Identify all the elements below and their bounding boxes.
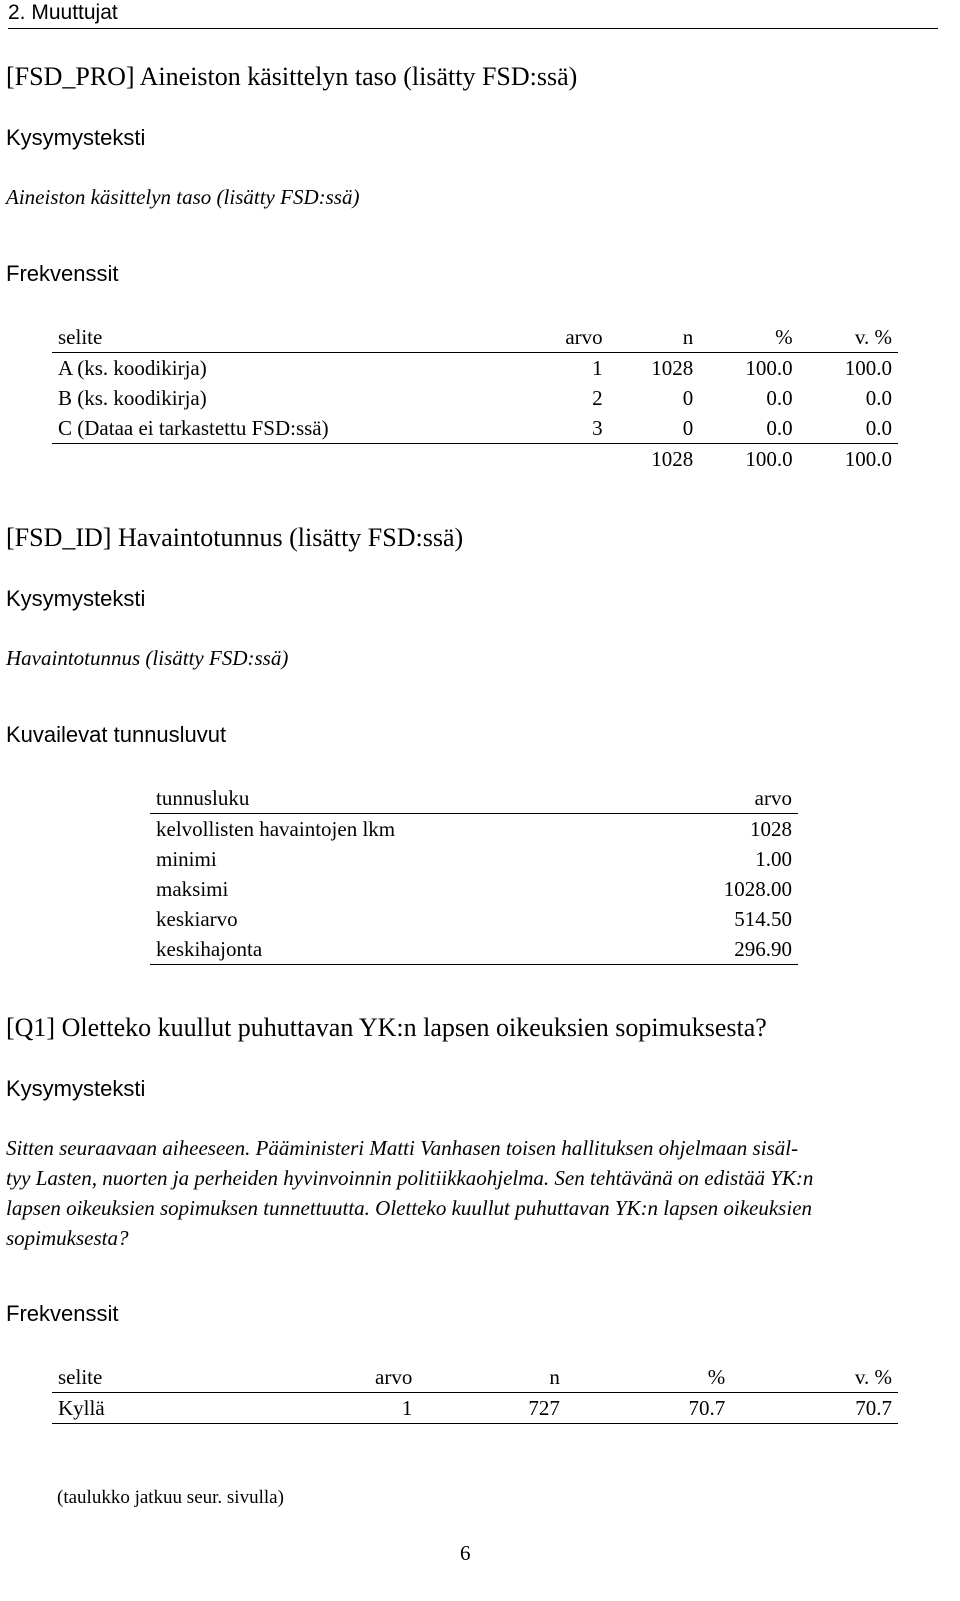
column-header: arvo <box>526 322 609 353</box>
table-row <box>150 844 798 874</box>
column-header: v. % <box>799 322 898 353</box>
question-text: Havaintotunnus (lisätty FSD:ssä) <box>6 646 289 670</box>
table-cell: B (ks. koodikirja) <box>58 386 207 410</box>
table-cell: 70.7 <box>731 1393 898 1424</box>
variable-title: [FSD_ID] Havaintotunnus (lisätty FSD:ssä) <box>6 523 464 552</box>
column-header: n <box>418 1362 566 1393</box>
table-row <box>52 353 898 384</box>
table-cell: 1028.00 <box>723 877 792 901</box>
table-row <box>52 1393 898 1424</box>
variable-title: [Q1] Oletteko kuullut puhuttavan YK:n lapsen oikeuksien sopimuksesta? <box>6 1013 767 1042</box>
table-cell <box>526 444 609 475</box>
column-header: tunnusluku <box>150 783 641 814</box>
running-head: 2. Muuttujat <box>8 0 938 29</box>
table-row <box>150 814 798 845</box>
table-cell: keskihajonta <box>150 934 641 965</box>
table-cell: kelvollisten havaintojen lkm <box>156 817 396 841</box>
table-cell: 3 <box>526 413 609 444</box>
table-cell: 0.0 <box>699 413 798 444</box>
question-text-line: tyy Lasten, nuorten ja perheiden hyvinvoinnin politiikkaohjelma. Sen tehtävänä on edistää YK:n <box>6 1166 814 1190</box>
descriptive-stats-table <box>150 783 798 965</box>
table-cell: Kyllä <box>52 1393 251 1424</box>
table-cell: 70.7 <box>566 1393 731 1424</box>
table-cell: 0.0 <box>766 386 793 410</box>
table-cell <box>52 444 526 475</box>
column-header: v. % <box>731 1362 898 1393</box>
variable-title: [FSD_PRO] Aineiston käsittelyn taso (lisätty FSD:ssä) <box>6 62 578 91</box>
frequency-table <box>52 322 898 474</box>
table-cell: 514.50 <box>734 907 792 931</box>
table-row <box>52 383 898 413</box>
table-cell: 100.0 <box>745 447 793 471</box>
question-text-line: sopimuksesta? <box>6 1226 129 1250</box>
question-text <box>6 1133 936 1253</box>
question-text-line: Sitten seuraavaan aiheeseen. Pääministeri Matti Vanhasen toisen hallituksen ohjelmaan sisäl- <box>6 1136 799 1160</box>
table-cell: minimi <box>156 847 217 871</box>
table-label: Kuvailevat tunnusluvut <box>6 722 227 747</box>
table-continues-note: (taulukko jatkuu seur. sivulla) <box>57 1487 284 1508</box>
table-cell: C (Dataa ei tarkastettu FSD:ssä) <box>52 413 526 444</box>
table-cell: A (ks. koodikirja) <box>58 356 207 380</box>
table-header-row <box>52 1362 898 1393</box>
table-row <box>52 413 898 444</box>
table-header-row <box>52 322 898 353</box>
table-cell: 0 <box>609 413 700 444</box>
column-header: selite <box>52 322 526 353</box>
table-cell: 2 <box>592 386 603 410</box>
column-header: arvo <box>641 783 798 814</box>
column-header: % <box>699 322 798 353</box>
table-cell: 1028 <box>750 817 792 841</box>
column-header: % <box>566 1362 731 1393</box>
question-label: Kysymysteksti <box>6 1076 146 1101</box>
table-cell: 100.0 <box>745 356 793 380</box>
table-total-row <box>52 444 898 475</box>
table-cell: 0.0 <box>799 413 898 444</box>
table-cell: 1028 <box>651 356 694 380</box>
table-cell: 296.90 <box>641 934 798 965</box>
table-cell: 0.0 <box>865 386 892 410</box>
table-header-row <box>150 783 798 814</box>
column-header: arvo <box>251 1362 418 1393</box>
page-number: 6 <box>460 1541 471 1565</box>
table-row <box>150 904 798 934</box>
frequency-table <box>52 1362 898 1424</box>
table-cell: 100.0 <box>844 447 892 471</box>
table-row <box>150 874 798 904</box>
table-cell: 100.0 <box>844 356 892 380</box>
table-cell: 1028 <box>651 447 694 471</box>
question-text: Aineiston käsittelyn taso (lisätty FSD:ssä) <box>6 185 360 209</box>
column-header: n <box>609 322 700 353</box>
table-row <box>150 934 798 965</box>
table-cell: 1 <box>251 1393 418 1424</box>
table-cell: 727 <box>418 1393 566 1424</box>
question-label: Kysymysteksti <box>6 586 146 611</box>
question-text-line: lapsen oikeuksien sopimuksen tunnettuutta. Oletteko kuullut puhuttavan YK:n lapsen oikeuksien <box>6 1196 813 1220</box>
table-cell: 1 <box>592 356 603 380</box>
table-cell: 0 <box>682 386 694 410</box>
table-cell: keskiarvo <box>156 907 238 931</box>
table-label: Frekvenssit <box>6 261 119 286</box>
table-label: Frekvenssit <box>6 1301 119 1326</box>
question-label: Kysymysteksti <box>6 125 146 150</box>
column-header: selite <box>52 1362 251 1393</box>
table-cell: 1.00 <box>755 847 792 871</box>
table-cell: maksimi <box>156 877 229 901</box>
